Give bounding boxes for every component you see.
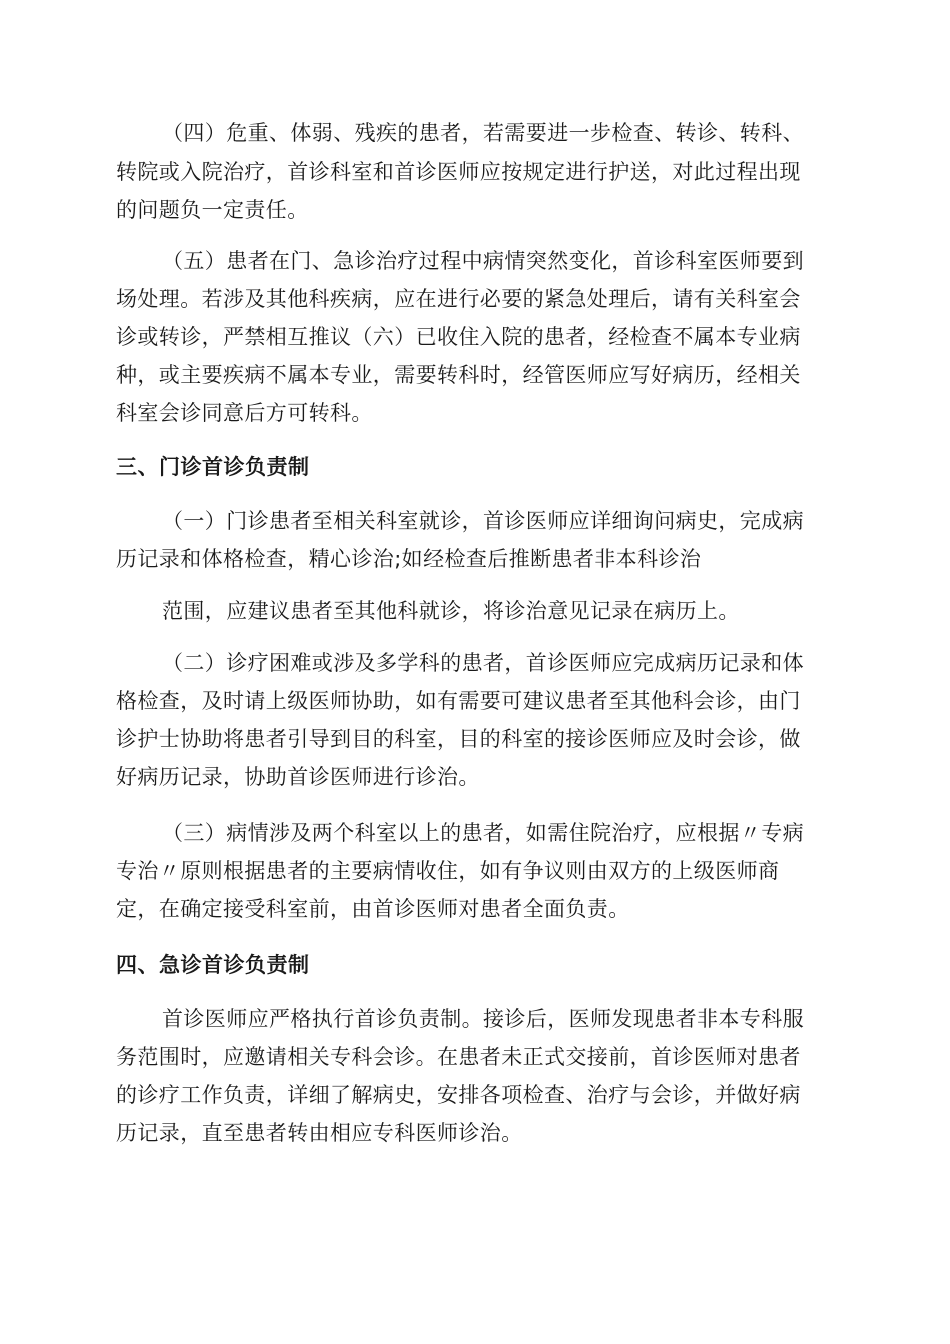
paragraph-line: 的诊疗工作负责，详细了解病史，安排各项检查、治疗与会诊，并做好病 xyxy=(116,1083,801,1107)
section-heading: 四、急诊首诊负责制 xyxy=(116,953,310,977)
paragraph-line: 科室会诊同意后方可转科。 xyxy=(116,401,373,425)
paragraph-line: （四）危重、体弱、残疾的患者，若需要进一步检查、转诊、转科、 xyxy=(162,121,804,145)
paragraph-line: 的问题负一定责任。 xyxy=(116,198,309,222)
paragraph-line: 首诊医师应严格执行首诊负责制。接诊后，医师发现患者非本专科服 xyxy=(162,1007,804,1031)
paragraph-line: 范围，应建议患者至其他科就诊，将诊治意见记录在病历上。 xyxy=(162,599,740,623)
paragraph-line: 务范围时，应邀请相关专科会诊。在患者未正式交接前，首诊医师对患者 xyxy=(116,1045,801,1069)
paragraph-line: 场处理。若涉及其他科疾病，应在进行必要的紧急处理后，请有关科室会 xyxy=(116,287,801,311)
paragraph-line: 诊护士协助将患者引导到目的科室，目的科室的接诊医师应及时会诊，做 xyxy=(116,727,801,751)
paragraph-line: 诊或转诊，严禁相互推议（六）已收住入院的患者，经检查不属本专业病 xyxy=(116,325,801,349)
paragraph-line: （二）诊疗困难或涉及多学科的患者，首诊医师应完成病历记录和体 xyxy=(162,651,804,675)
paragraph-line: 种，或主要疾病不属本专业，需要转科时，经管医师应写好病历，经相关 xyxy=(116,363,801,387)
paragraph-line: 历记录和体格检查，精心诊治;如经检查后推断患者非本科诊治 xyxy=(116,547,702,571)
paragraph-line: 专治〃原则根据患者的主要病情收住，如有争议则由双方的上级医师商 xyxy=(116,859,780,883)
paragraph-line: 好病历记录，协助首诊医师进行诊治。 xyxy=(116,765,480,789)
paragraph-line: （一）门诊患者至相关科室就诊，首诊医师应详细询问病史，完成病 xyxy=(162,509,804,533)
paragraph-line: （五）患者在门、急诊治疗过程中病情突然变化，首诊科室医师要到 xyxy=(162,249,804,273)
section-heading: 三、门诊首诊负责制 xyxy=(116,455,310,479)
paragraph-line: 转院或入院治疗，首诊科室和首诊医师应按规定进行护送，对此过程出现 xyxy=(116,160,801,184)
paragraph-line: 历记录，直至患者转由相应专科医师诊治。 xyxy=(116,1121,523,1145)
paragraph-line: 格检查，及时请上级医师协助，如有需要可建议患者至其他科会诊，由门 xyxy=(116,689,801,713)
paragraph-line: 定，在确定接受科室前，由首诊医师对患者全面负责。 xyxy=(116,897,630,921)
paragraph-line: （三）病情涉及两个科室以上的患者，如需住院治疗，应根据〃专病 xyxy=(162,821,804,845)
